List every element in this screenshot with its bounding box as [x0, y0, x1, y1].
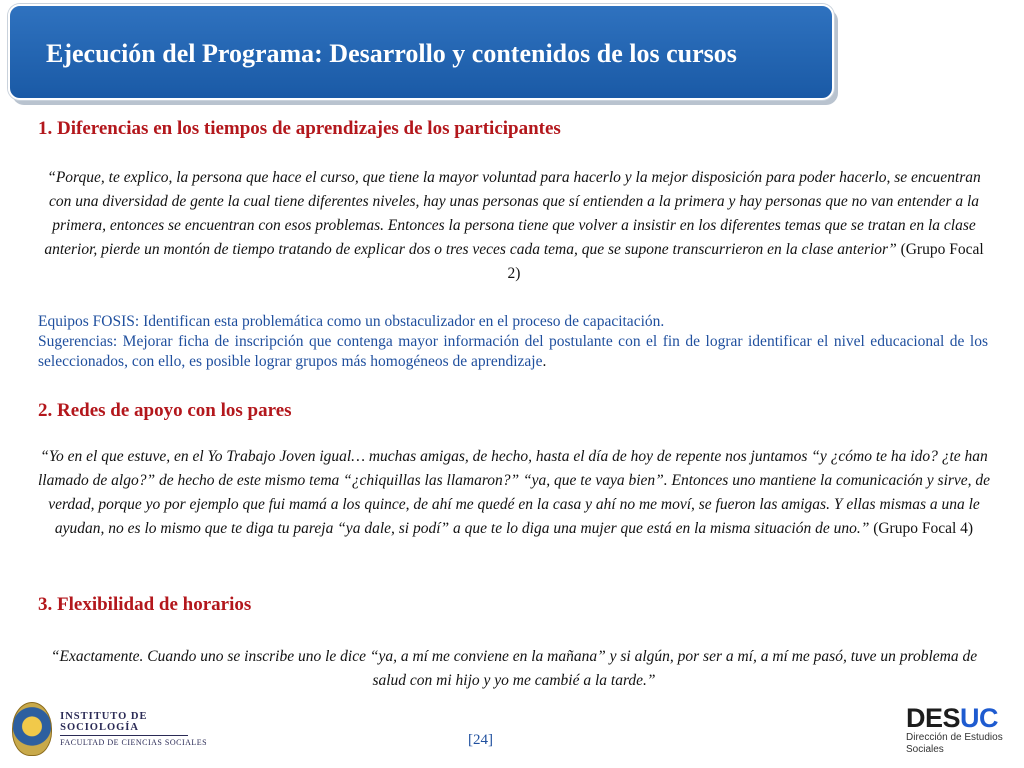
- title-banner: [8, 4, 834, 100]
- note-period: .: [542, 353, 547, 370]
- quote-2: [36, 445, 992, 541]
- section-heading-3: 3. Flexibilidad de horarios: [38, 594, 252, 615]
- institute-logo: [12, 700, 222, 758]
- note-sugerencias: Sugerencias: Mejorar ficha de inscripción que contenga mayor información del postulante con el fin de lograr identificar el nivel educacional de los seleccionados, con ello, es posible lograr grupos más homogéneos de aprendizaje: [38, 333, 988, 370]
- desuc-logo: [906, 704, 1016, 756]
- page-number: [24]: [468, 732, 493, 748]
- section-heading-2: 2. Redes de apoyo con los pares: [38, 400, 292, 421]
- university-seal-icon: [12, 702, 52, 756]
- quote-1-source: (Grupo Focal 2): [507, 241, 984, 282]
- desuc-subtitle-1: Dirección de Estudios: [906, 732, 1003, 743]
- desuc-wordmark-b: UC: [960, 703, 999, 733]
- quote-2-source: (Grupo Focal 4): [869, 520, 974, 537]
- desuc-wordmark-a: DES: [906, 703, 961, 733]
- desuc-subtitle-2: Sociales: [906, 744, 944, 755]
- note-equipos: Equipos FOSIS: Identifican esta problemática como un obstaculizador en el proceso de capacitación.: [38, 313, 665, 330]
- faculty-name: FACULTAD DE CIENCIAS SOCIALES: [60, 738, 208, 747]
- note-block: [38, 312, 988, 372]
- quote-3: “Exactamente. Cuando uno se inscribe uno le dice “ya, a mí me conviene en la mañana” y si algún, por ser a mí, a mí me pasó, tuve un problema de salud con mi hijo y yo me cambié a la tarde.”: [50, 648, 978, 689]
- quote-2-text: “Yo en el que estuve, en el Yo Trabajo Joven igual… muchas amigas, de hecho, hasta el día de hoy de repente nos juntamos “y ¿cómo te ha ido? ¿te han llamado de algo?” de hecho de este mismo tema “¿chiquillas las llamaron?” “ya, que te vaya bien”. Entonces uno mantiene la comunicación y sirve, de verdad, porque yo por ejemplo que fui mamá a los quince, de ahí me quedé en la casa y ahí no me moví, se fueron las amigas. Y ellas mismas a una le ayudan, no es lo mismo que te diga tu pareja “ya dale, si podí” a que te lo diga una mujer que está en la misma situación de uno.”: [37, 448, 991, 537]
- section-heading-1: 1. Diferencias en los tiempos de aprendizajes de los participantes: [38, 118, 561, 139]
- institute-name: INSTITUTO DE SOCIOLOGÍA: [60, 711, 148, 733]
- quote-1: [36, 166, 992, 286]
- quote-1-text: “Porque, te explico, la persona que hace el curso, que tiene la mayor voluntad para hacerlo y la mejor disposición para poder hacerlo, se encuentran con una diversidad de gente la cual tiene diferentes niveles, hay unas personas que sí entienden a la primera y hay personas que no van entender a la primera, entonces se encuentran con esos problemas. Entonces la persona tiene que volver a insistir en los diferentes temas que se tratan en la clase anterior, pierde un montón de tiempo tratando de explicar dos o tres veces cada tema, que se supone transcurrieron en la clase anterior”: [44, 169, 981, 258]
- slide-title: Ejecución del Programa: Desarrollo y contenidos de los cursos: [46, 39, 737, 68]
